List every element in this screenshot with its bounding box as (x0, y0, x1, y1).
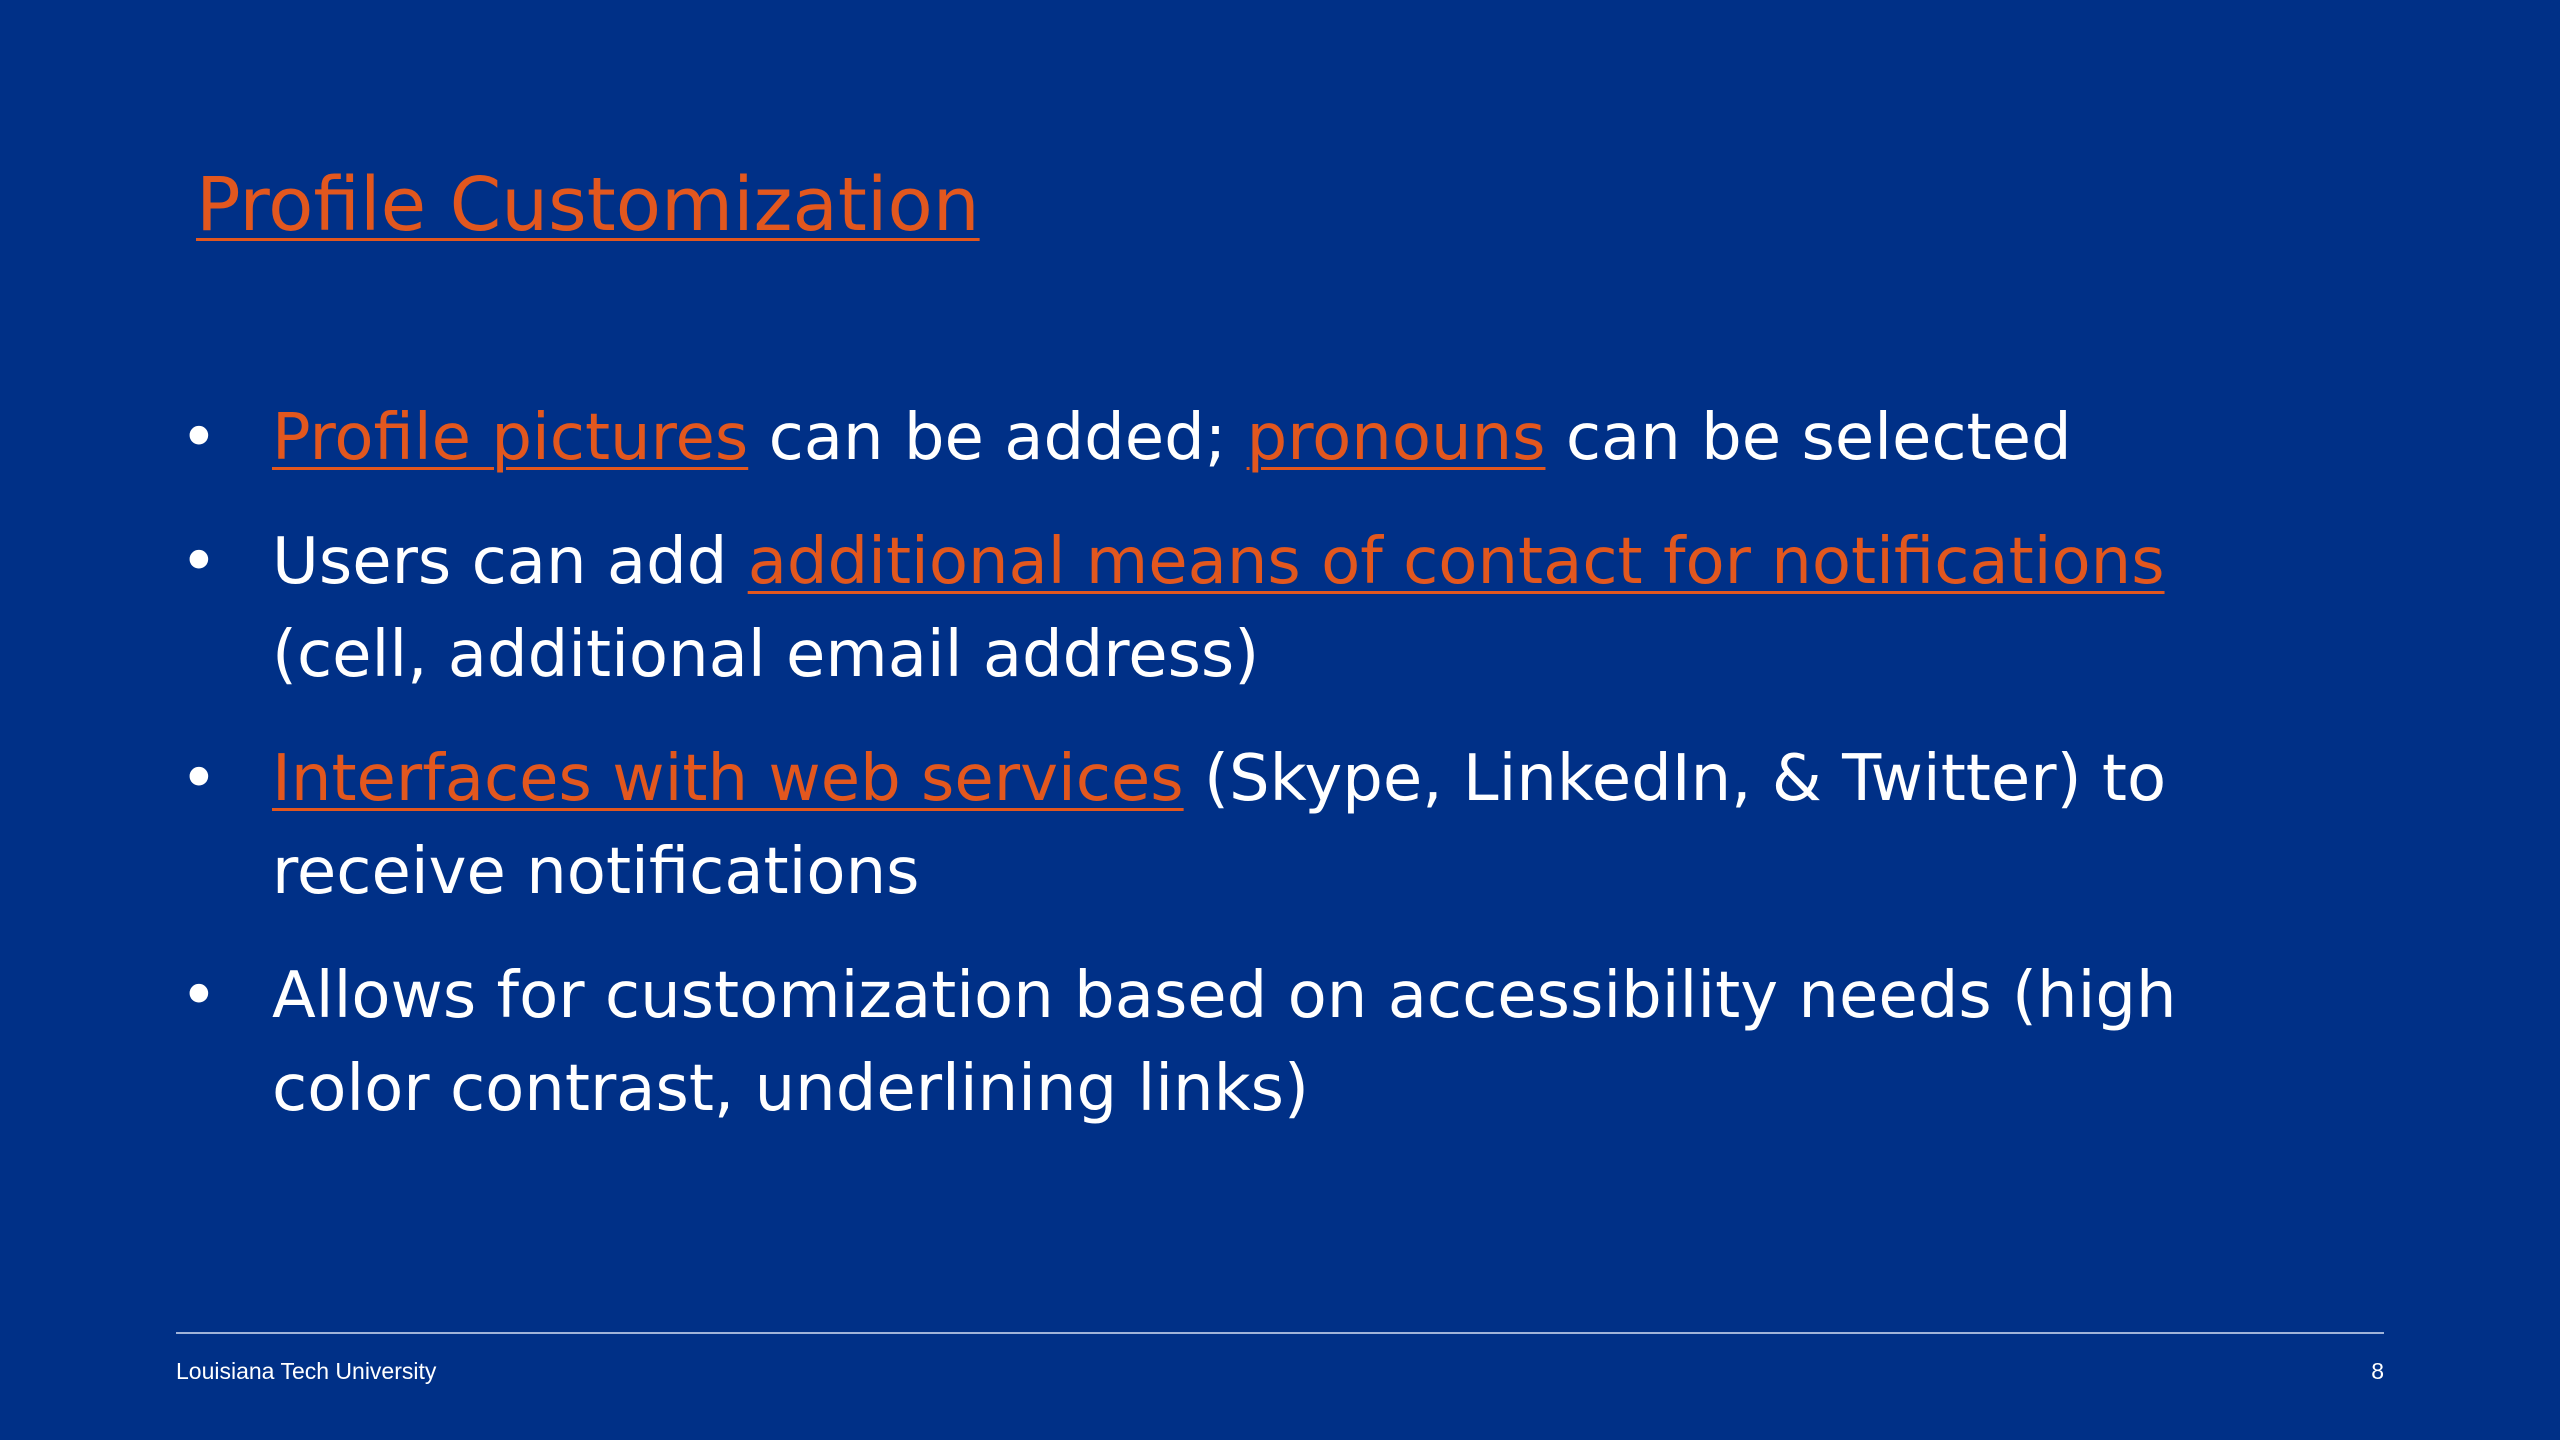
slide-page-number: 8 (2371, 1358, 2384, 1384)
bullet-text: Users can add (272, 525, 748, 599)
bullet-item-profile-pictures (272, 392, 2312, 485)
contact-notifications-link[interactable]: additional means of contact for notifications (747, 525, 2165, 599)
footer-organization: Louisiana Tech University (176, 1358, 437, 1384)
web-services-link[interactable]: Interfaces with web services (272, 742, 1184, 816)
bullet-item-accessibility (272, 950, 2312, 1136)
footer-divider (176, 1332, 2384, 1334)
bullet-text: (Skype, LinkedIn, & Twitter) to receive notifications (272, 742, 2167, 909)
bullet-text: can be added; (748, 401, 1247, 475)
bullet-list (272, 392, 2312, 1167)
profile-pictures-link[interactable]: Profile pictures (272, 401, 749, 475)
bullet-item-contact-means (272, 516, 2312, 702)
bullet-text: can be selected (1545, 401, 2072, 475)
bullet-text: Allows for customization based on accessibility needs (high color contrast, underlining links) (272, 959, 2177, 1126)
slide-title-link[interactable]: Profile Customization (196, 162, 980, 248)
bullet-item-web-services (272, 733, 2312, 919)
bullet-text: (cell, additional email address) (272, 618, 1260, 692)
pronouns-link[interactable]: pronouns (1246, 401, 1546, 475)
